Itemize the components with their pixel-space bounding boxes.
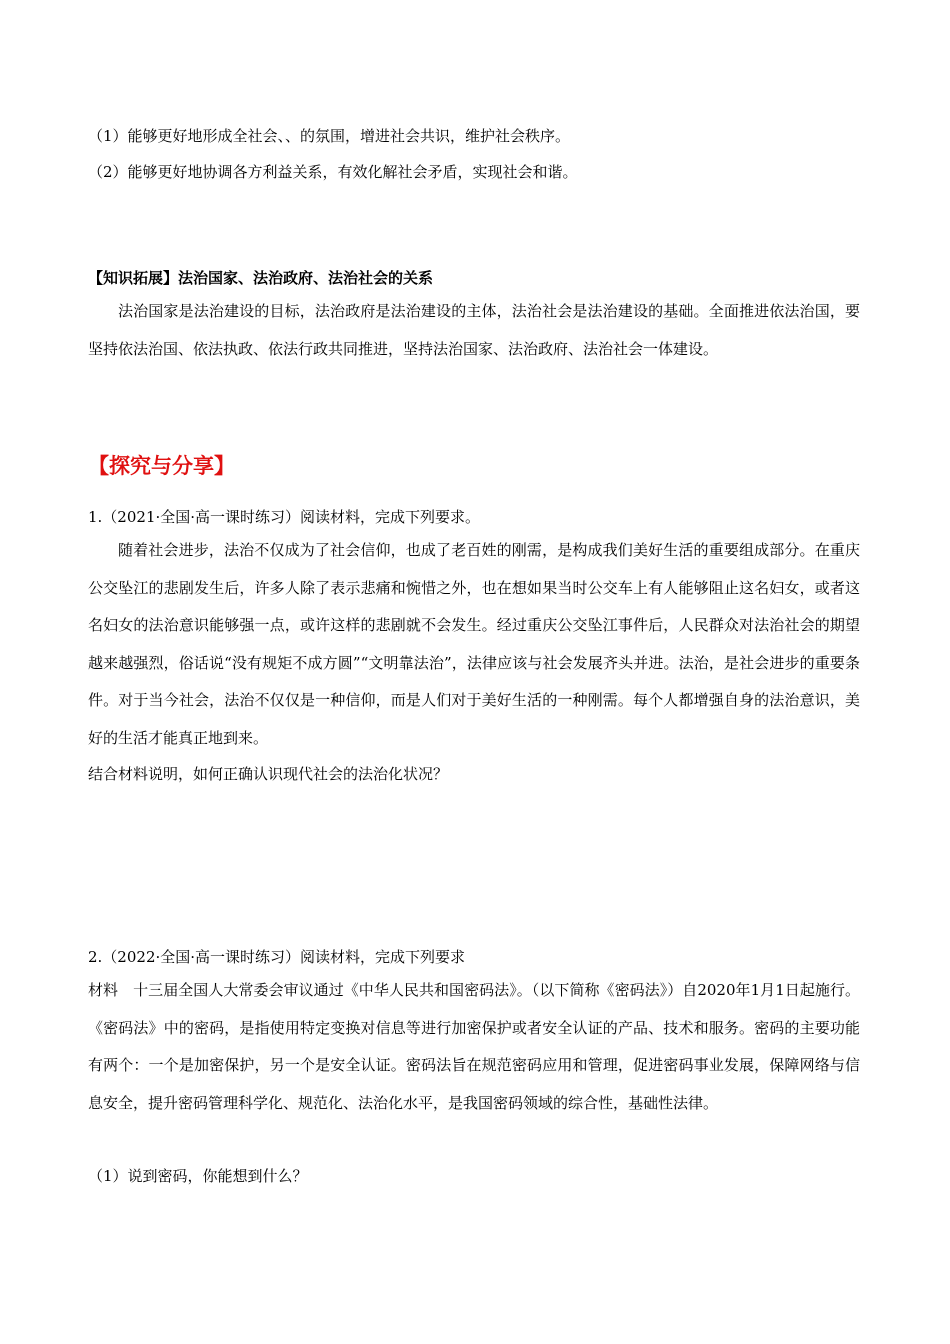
question-2-material: 材料 十三届全国人大常委会审议通过《中华人民共和国密码法》。（以下简称《密码法》）自2020年1月1日起施行。《密码法》中的密码，是指使用特定变换对信息等进行加密保护或者安全认证的产品、技术和服务。密码的主要功能有两个：一个是加密保护，另一个是安全认证。密码法旨在规范密码应用和管理，促进密码事业发展，保障网络与信息安全，提升密码管理科学化、规范化、法治化水平，是我国密码领域的综合性，基础性法律。 bbox=[88, 981, 860, 1112]
explore-heading: 【探究与分享】 bbox=[88, 453, 235, 478]
question-1-prompt: 结合材料说明，如何正确认识现代社会的法治化状况？ bbox=[88, 765, 449, 783]
section1-item-1: （1）能够更好地形成全社会、、的氛围，增进社会共识，维护社会秩序。 bbox=[88, 127, 571, 145]
question-2-title: 2.（2022·全国·高一课时练习）阅读材料，完成下列要求 bbox=[88, 948, 466, 966]
question-1-material: 随着社会进步，法治不仅成为了社会信仰，也成了老百姓的刚需，是构成我们美好生活的重要组成部分。在重庆公交坠江的悲剧发生后，许多人除了表示悲痛和惋惜之外，也在想如果当时公交车上有人能够阻止这名妇女，或者这名妇女的法治意识能够强一点，或许这样的悲剧就不会发生。经过重庆公交坠江事件后，人民群众对法治社会的期望越来越强烈，俗话说“没有规矩不成方圆”“文明靠法治”，法律应该与社会发展齐头并进。法治，是社会进步的重要条件。对于当今社会，法治不仅仅是一种信仰，而是人们对于美好生活的一种刚需。每个人都增强自身的法治意识，美好的生活才能真正地到来。 bbox=[88, 541, 860, 747]
question-1-title: 1.（2021·全国·高一课时练习）阅读材料，完成下列要求。 bbox=[88, 508, 481, 526]
section1-item-2: （2）能够更好地协调各方利益关系，有效化解社会矛盾，实现社会和谐。 bbox=[88, 163, 578, 181]
question-2-sub-1: （1）说到密码，你能想到什么？ bbox=[88, 1167, 308, 1185]
knowledge-body: 法治国家是法治建设的目标，法治政府是法治建设的主体，法治社会是法治建设的基础。全面推进依法治国，要坚持依法治国、依法执政、依法行政共同推进，坚持法治国家、法治政府、法治社会一体建设。 bbox=[88, 302, 860, 358]
knowledge-heading: 【知识拓展】法治国家、法治政府、法治社会的关系 bbox=[88, 269, 434, 287]
